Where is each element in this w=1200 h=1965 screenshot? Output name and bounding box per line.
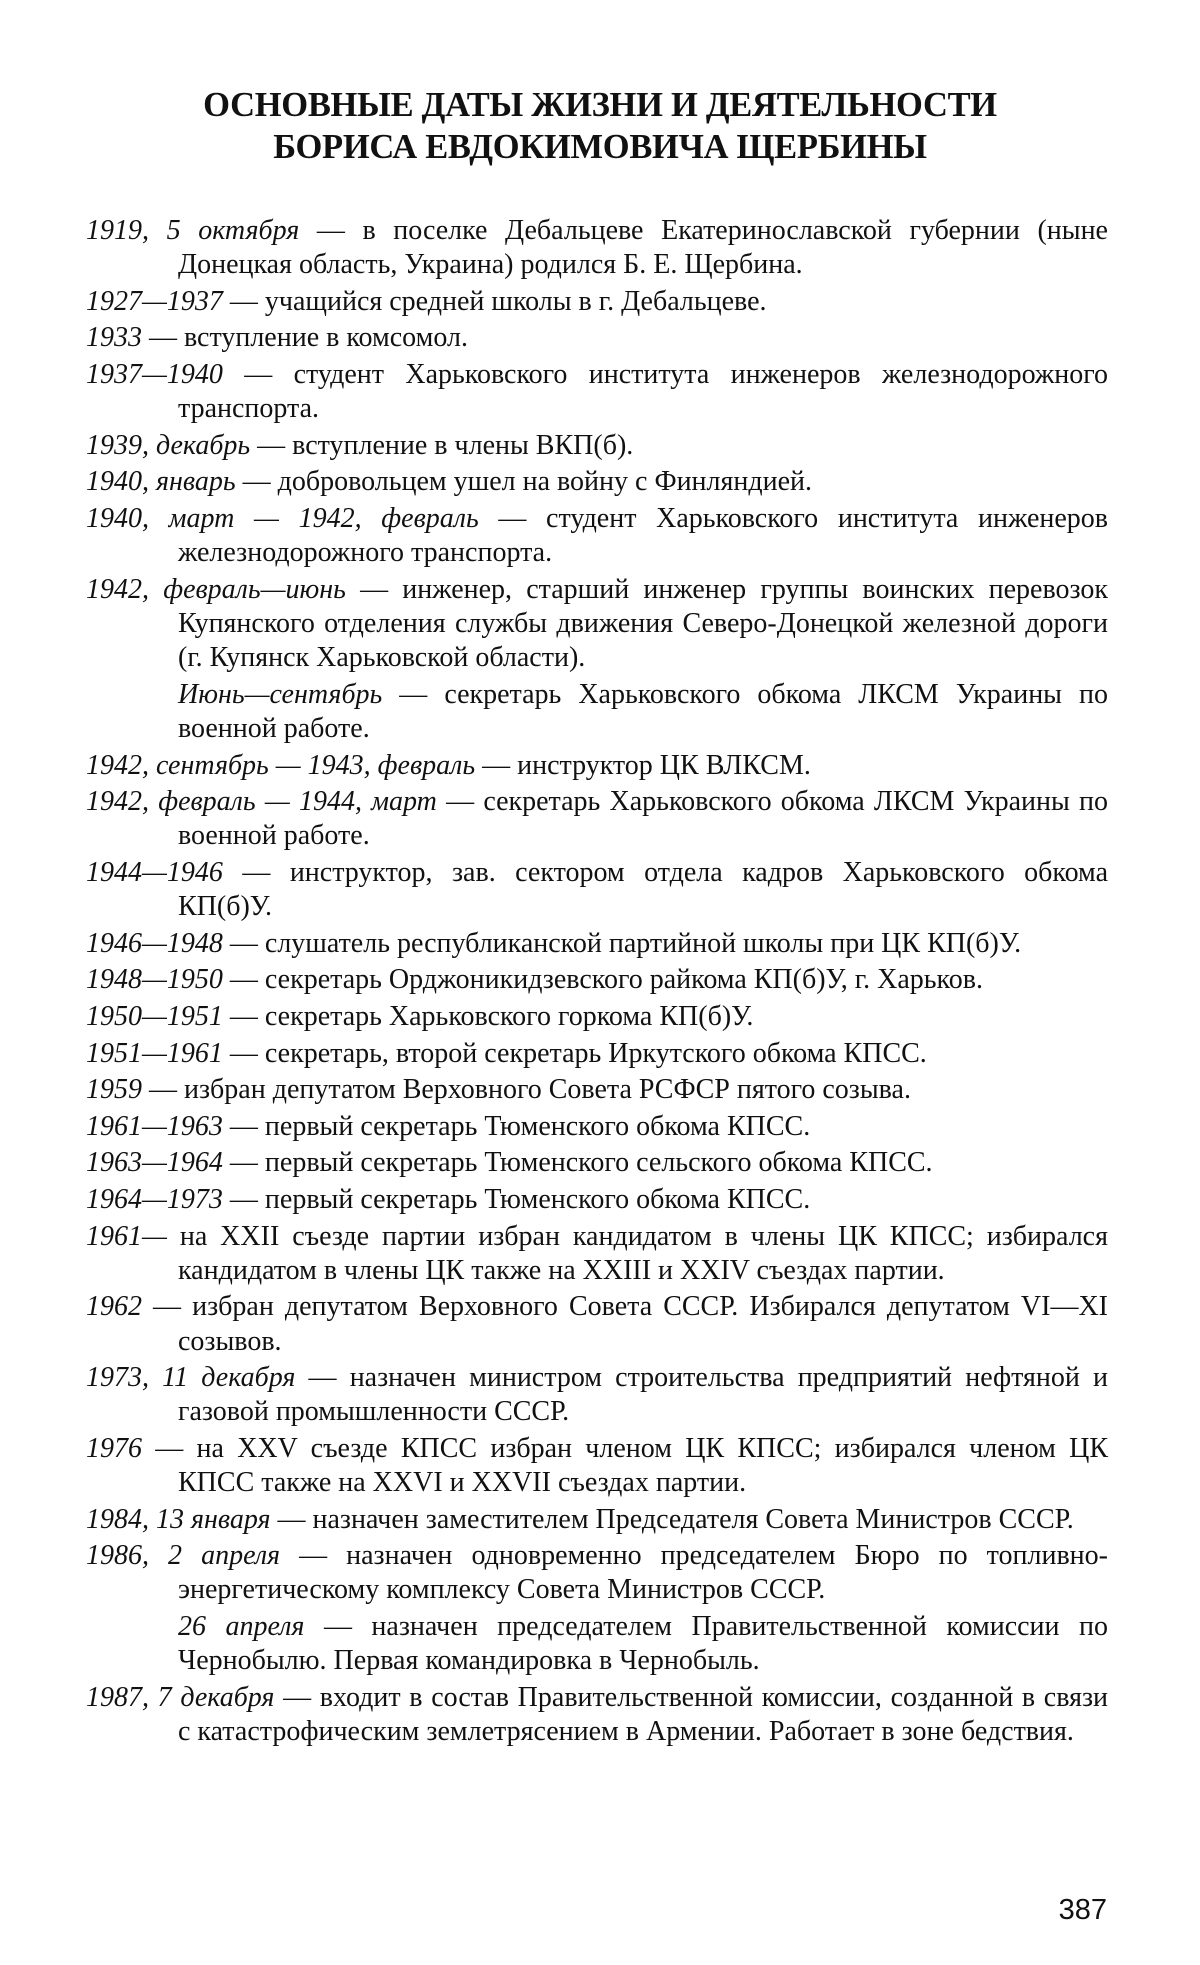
title-line-2: БОРИСА ЕВДОКИМОВИЧА ЩЕРБИНЫ <box>80 126 1120 168</box>
chronology-entry <box>86 856 1108 924</box>
entry-date: 1987, 7 декабря <box>86 1682 274 1713</box>
entry-text: — слушатель республиканской партийной школы при ЦК КП(б)У. <box>223 928 1021 959</box>
chronology-entry <box>86 1220 1108 1288</box>
entry-text: — назначен председателем Правительственной комиссии по Чернобылю. Первая командировка в Чернобыль. <box>178 1611 1108 1676</box>
entry-date: 1939, декабрь <box>86 430 250 461</box>
chronology-entry <box>86 1073 1108 1107</box>
entry-text: — студент Харьковского института инженеров железнодорожного транспорта. <box>178 359 1108 424</box>
entry-date: Июнь—сентябрь <box>178 679 382 710</box>
entry-text: — назначен министром строительства предприятий нефтяной и газовой промышленности СССР. <box>178 1362 1108 1427</box>
entry-date: 1973, 11 декабря <box>86 1362 295 1393</box>
entry-date: 1951—1961 <box>86 1038 223 1069</box>
entry-text: — избран депутатом Верховного Совета СССР. Избирался депутатом VI—XI созывов. <box>142 1291 1108 1356</box>
chronology-entry <box>86 1110 1108 1144</box>
entry-text: — секретарь Харьковского обкома ЛКСМ Украины по военной работе. <box>178 786 1108 851</box>
entry-text: — инженер, старший инженер группы воинских перевозок Купянского отделения службы движения Северо-Донецкой железной дороги (г. Купянск Харьковской области). <box>178 574 1108 673</box>
entry-date: 1962 <box>86 1291 142 1322</box>
entry-date: 1940, январь <box>86 466 236 497</box>
entry-date: 1950—1951 <box>86 1001 223 1032</box>
entry-date: 1959 <box>86 1074 142 1105</box>
page-title <box>80 84 1120 168</box>
chronology-entry <box>86 927 1108 961</box>
entry-date: 1937—1940 <box>86 359 223 390</box>
page-number: 387 <box>1059 1893 1107 1927</box>
entry-text: — избран депутатом Верховного Совета РСФСР пятого созыва. <box>142 1074 911 1105</box>
entry-date: 1940, март — 1942, февраль <box>86 503 479 534</box>
entry-date: 1942, февраль—июнь <box>86 574 346 605</box>
entry-date: 1948—1950 <box>86 964 223 995</box>
chronology-entry <box>86 1539 1108 1607</box>
entry-date: 1944—1946 <box>86 857 223 888</box>
entry-text: — студент Харьковского института инженеров железнодорожного транспорта. <box>178 503 1108 568</box>
entry-text: — добровольцем ушел на войну с Финляндией. <box>236 466 812 497</box>
title-line-1: ОСНОВНЫЕ ДАТЫ ЖИЗНИ И ДЕЯТЕЛЬНОСТИ <box>80 84 1120 126</box>
chronology-entry <box>86 1037 1108 1071</box>
entry-text: — секретарь, второй секретарь Иркутского обкома КПСС. <box>223 1038 927 1069</box>
chronology-entry <box>86 1146 1108 1180</box>
entry-text: — в поселке Дебальцеве Екатеринославской губернии (ныне Донецкая область, Украина) родился Б. Е. Щербина. <box>178 215 1108 280</box>
chronology-entry <box>86 429 1108 463</box>
chronology-entry <box>86 285 1108 319</box>
chronology-entry <box>86 1290 1108 1358</box>
entry-date: 1961—1963 <box>86 1111 223 1142</box>
entry-text: — первый секретарь Тюменского обкома КПСС. <box>223 1111 810 1142</box>
entry-date: 26 апреля <box>178 1611 304 1642</box>
entry-text: на XXII съезде партии избран кандидатом в члены ЦК КПСС; избирался кандидатом в члены ЦК также на XXIII и XXIV съездах партии. <box>167 1221 1108 1286</box>
entry-date: 1919, 5 октября <box>86 215 299 246</box>
chronology-entry <box>86 465 1108 499</box>
chronology-entry <box>86 1432 1108 1500</box>
chronology-subentry <box>86 1610 1108 1678</box>
chronology-entry <box>86 358 1108 426</box>
entry-text: — секретарь Харьковского горкома КП(б)У. <box>223 1001 754 1032</box>
entry-text: — инструктор ЦК ВЛКСМ. <box>475 750 811 781</box>
entry-text: — назначен заместителем Председателя Совета Министров СССР. <box>271 1504 1074 1535</box>
entry-date: 1927—1937 <box>86 286 223 317</box>
chronology-entry <box>86 214 1108 282</box>
entry-text: — вступление в члены ВКП(б). <box>250 430 633 461</box>
chronology-entry <box>86 1183 1108 1217</box>
chronology-entry <box>86 963 1108 997</box>
chronology-list <box>86 214 1108 1752</box>
chronology-entry <box>86 1681 1108 1749</box>
entry-date: 1964—1973 <box>86 1184 223 1215</box>
entry-text: — инструктор, зав. сектором отдела кадров Харьковского обкома КП(б)У. <box>178 857 1108 922</box>
chronology-entry <box>86 1000 1108 1034</box>
entry-text: — назначен одновременно председателем Бюро по топливно-энергетическому комплексу Совета Министров СССР. <box>178 1540 1108 1605</box>
chronology-entry <box>86 321 1108 355</box>
chronology-subentry <box>86 678 1108 746</box>
entry-text: — вступление в комсомол. <box>142 322 468 353</box>
entry-text: — первый секретарь Тюменского обкома КПСС. <box>223 1184 810 1215</box>
entry-date: 1986, 2 апреля <box>86 1540 280 1571</box>
entry-text: — на XXV съезде КПСС избран членом ЦК КПСС; избирался членом ЦК КПСС также на XXVI и XXVII съездах партии. <box>142 1433 1108 1498</box>
entry-date: 1942, сентябрь — 1943, февраль <box>86 750 475 781</box>
book-page <box>0 0 1200 1965</box>
chronology-entry <box>86 749 1108 783</box>
chronology-entry <box>86 1361 1108 1429</box>
entry-text: — первый секретарь Тюменского сельского обкома КПСС. <box>223 1147 933 1178</box>
entry-text: — секретарь Орджоникидзевского райкома КП(б)У, г. Харьков. <box>223 964 983 995</box>
chronology-entry <box>86 1503 1108 1537</box>
entry-date: 1984, 13 января <box>86 1504 271 1535</box>
entry-date: 1961— <box>86 1221 167 1252</box>
chronology-entry <box>86 502 1108 570</box>
entry-date: 1942, февраль — 1944, март <box>86 786 437 817</box>
entry-date: 1946—1948 <box>86 928 223 959</box>
entry-date: 1933 <box>86 322 142 353</box>
entry-text: — учащийся средней школы в г. Дебальцеве. <box>223 286 767 317</box>
entry-date: 1963—1964 <box>86 1147 223 1178</box>
chronology-entry <box>86 785 1108 853</box>
entry-date: 1976 <box>86 1433 142 1464</box>
entry-text: — секретарь Харьковского обкома ЛКСМ Украины по военной работе. <box>178 679 1108 744</box>
entry-text: — входит в состав Правительственной комиссии, созданной в связи с катастрофическим землетрясением в Армении. Работает в зоне бедствия. <box>178 1682 1108 1747</box>
chronology-entry <box>86 573 1108 676</box>
